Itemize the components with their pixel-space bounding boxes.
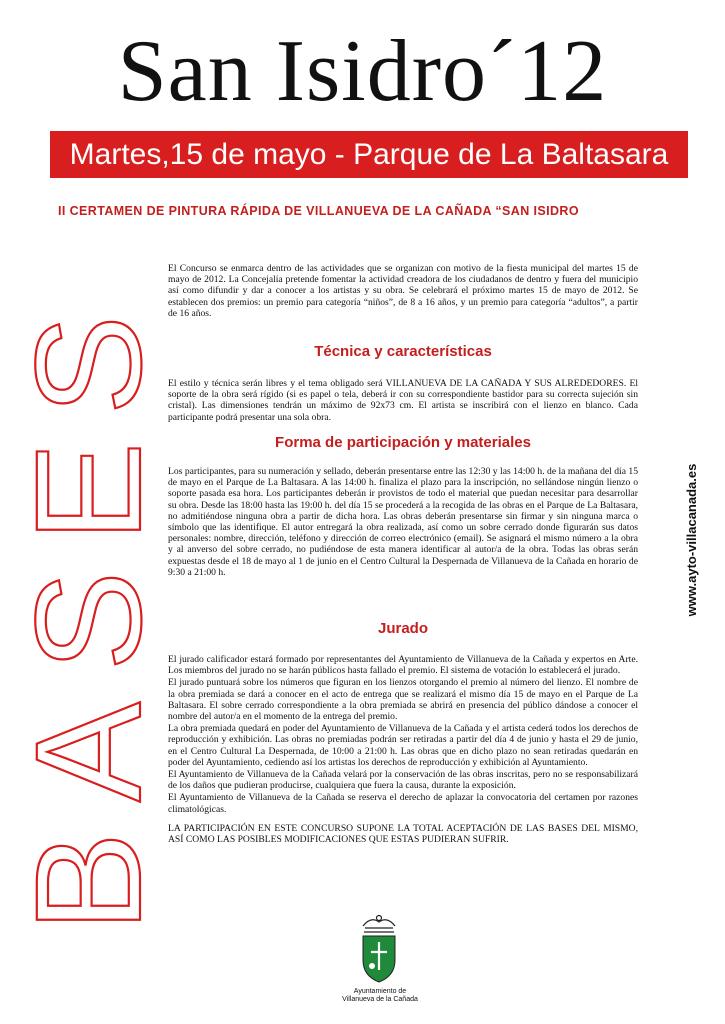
jury-paragraph-2: El jurado puntuará sobre los números que figuran en los lienzos otorgando el premio al número del lienzo. El nombre de la obra premiada se dará a conocer en el acto de entrega que se realizará el mismo día 15 de mayo en el Parque de La Baltasara. El sobre cerrado correspondiente a la obra premiada se abrirá en presencia del público dándose a conocer el nombre del autor/a en el momento de la entrega del premio. bbox=[168, 677, 638, 723]
closing-statement: LA PARTICIPACIÓN EN ESTE CONCURSO SUPONE LA TOTAL ACEPTACIÓN DE LAS BASES DEL MISMO, ASÍ COMO LAS POSIBLES MODIFICACIONES QUE ESTAS PUDIERAN SUFRIR. bbox=[168, 822, 638, 846]
section-heading-jury: Jurado bbox=[377, 620, 428, 637]
section-heading-technique: Técnica y características bbox=[314, 343, 492, 360]
bases-letter-3: S bbox=[4, 570, 172, 672]
bases-letter-2: E bbox=[4, 441, 172, 543]
jury-paragraph-5: El Ayuntamiento de Villanueva de la Cañada se reserva el derecho de aplazar la convocatoria del certamen por razones climatológicas. bbox=[168, 792, 638, 815]
bases-letter-5: B bbox=[4, 831, 172, 933]
page-title: San Isidro´12 bbox=[117, 23, 608, 120]
jury-paragraph-3: La obra premiada quedará en poder del Ayuntamiento de Villanueva de la Cañada y el artista cederá todos los derechos de reproducción y exhibición. Las obras no premiadas podrán ser retiradas a partir del día 4 de junio y hasta el 29 de junio, en el Centro Cultural La Despernada, de 10:00 a 21:00 h. Las obras que en dicho plazo no sean retiradas quedarán en poder del Ayuntamiento, cediendo así los artistas los derechos de reproducción y exhibición al Ayuntamiento. bbox=[168, 723, 638, 768]
section-heading-participation: Forma de participación y materiales bbox=[275, 434, 531, 451]
section-participation bbox=[168, 466, 638, 579]
website-url: www.ayto-villacanada.es bbox=[684, 463, 699, 617]
date-location-banner: Martes,15 de mayo - Parque de La Baltasara bbox=[50, 131, 688, 178]
section-technique bbox=[168, 378, 638, 424]
intro-text: El Concurso se enmarca dentro de las actividades que se organizan con motivo de la fiesta municipal del martes 15 de mayo de 2012. La Concejalía pretende fomentar la actividad creadora de los ciudadanos de dentro y fuera del municipio así como difundir y dar a conocer a los artistas y su obra. Se celebrará el próximo martes 15 de mayo de 2012. Se establecen dos premios: un premio para categoría “niños”, de 8 a 16 años, y un premio para categoría “adultos”, a partir de 16 años. bbox=[168, 263, 638, 319]
technique-paragraph: El estilo y técnica serán libres y el tema obligado será VILLANUEVA DE LA CAÑADA Y SUS ALREDEDORES. El soporte de la obra será rígido (si es papel o tela, deberá ir con su correspondiente bastidor para su correcta sujeción sin cristal). Las dimensiones tendrán un máximo de 92x73 cm. El artista se inscribirá con el lienzo en blanco. Cada participante podrá presentar una sola obra. bbox=[168, 378, 638, 423]
logo-caption bbox=[320, 988, 440, 1004]
bases-vertical-label bbox=[4, 247, 172, 933]
contest-subtitle: II CERTAMEN DE PINTURA RÁPIDA DE VILLANUEVA DE LA CAÑADA “SAN ISIDRO bbox=[58, 204, 579, 218]
logo-caption-line-1: Ayuntamiento de bbox=[353, 988, 407, 995]
bases-letter-4: A bbox=[4, 701, 172, 803]
section-jury bbox=[168, 654, 638, 846]
bases-letter-1: S bbox=[4, 314, 172, 416]
jury-paragraph-1: El jurado calificador estará formado por representantes del Ayuntamiento de Villanueva de la Cañada y expertos en Arte. Los miembros del jurado no se harán públicos hasta fallado el premio. El sistema de votación lo establecerá el jurado. bbox=[168, 654, 638, 677]
intro-paragraph bbox=[168, 263, 638, 320]
participation-paragraph: Los participantes, para su numeración y sellado, deberán presentarse entre las 12:30 y las 14:00 h. de la mañana del día 15 de mayo en el Parque de La Baltasara. A las 14:00 h. finaliza el plazo para la inscripción, no sellándose ningún lienzo o soporte pasada esa hora. Los participantes deberán ir provistos de todo el material que puedan necesitar para desarrollar su obra. Desde las 18:00 hasta las 19:00 h. del día 15 se procederá a la recogida de las obras en el Parque de La Baltasara, no admitiéndose ninguna obra a partir de dicha hora. Las obras deberán presentarse sin firmar y sin ninguna marca o símbolo que las identifique. El autor entregará la obra realizada, así como un sobre cerrado donde figurarán sus datos personales: nombre, dirección, teléfono y dirección de correo electrónico (email). Se asignará el mismo número a la obra y al anverso del sobre cerrado, no pudiéndose de esta manera identificar al autor/a de la obra. Todas las obras serán expuestas desde el 18 de mayo al 1 de junio en el Centro Cultural la Despernada de Villanueva de la Cañada en horario de 9:30 a 21:00 h. bbox=[168, 466, 638, 578]
jury-paragraph-4: El Ayuntamiento de Villanueva de la Cañada velará por la conservación de las obras inscritas, pero no se responsabilizará de los daños que pudieran producirse, cualquiera que fuera la causa, durante la exposición. bbox=[168, 769, 638, 792]
logo-caption-line-2: Villanueva de la Cañada bbox=[342, 996, 418, 1003]
